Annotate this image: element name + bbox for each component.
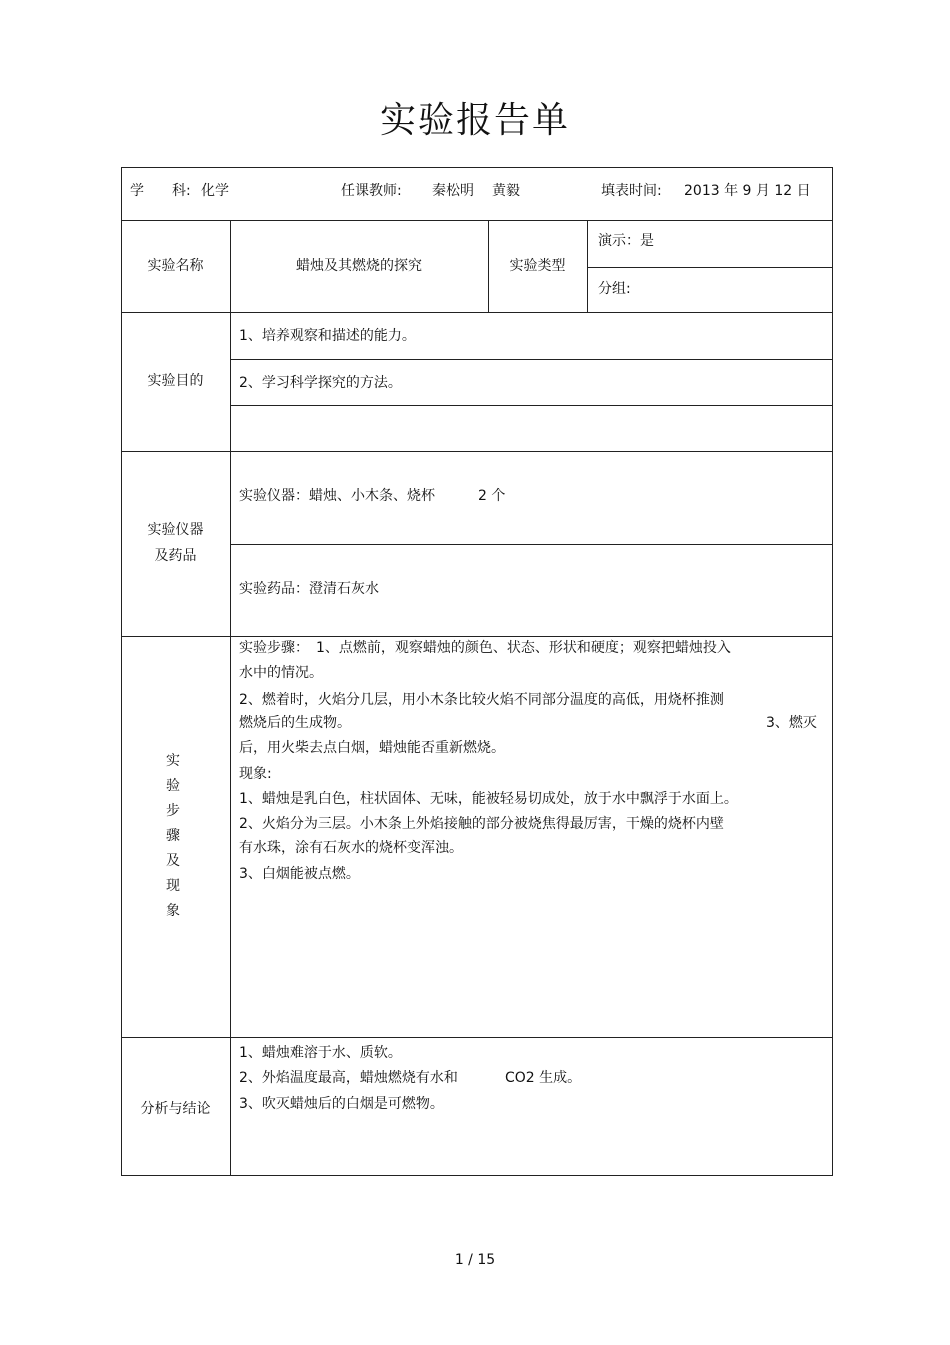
row-divider <box>121 1037 833 1038</box>
experiment-name-value: 蜡烛及其燃烧的探究 <box>296 258 422 274</box>
teacher-label: 任课教师: <box>341 183 402 199</box>
col-divider <box>230 220 231 1176</box>
cell-divider <box>230 359 833 360</box>
cell-divider <box>587 267 833 268</box>
conclusion-label: 分析与结论 <box>140 1101 211 1117</box>
subject-value: 化学 <box>201 183 229 199</box>
experiment-type-demo: 演示：是 <box>598 233 654 249</box>
experiment-type-label: 实验类型 <box>509 258 566 274</box>
instruments-text: 实验仪器：蜡烛、小木条、烧杯 <box>239 488 435 504</box>
col-divider <box>587 220 588 312</box>
reagents-text: 实验药品：澄清石灰水 <box>239 581 379 597</box>
steps-line: 后，用火柴去点白烟，蜡烛能否重新燃烧。 <box>239 740 505 756</box>
steps-line: 2、燃着时，火焰分几层，用小木条比较火焰不同部分温度的高低，用烧杯推测 <box>239 692 724 708</box>
steps-label: 实 验 步 骤 及 现 象 <box>166 753 180 919</box>
teacher-name: 黄毅 <box>492 183 520 199</box>
row-divider <box>121 636 833 637</box>
date-value: 2013 年 9 月 12 日 <box>684 183 811 199</box>
cell-divider <box>230 544 833 545</box>
experiment-name-label: 实验名称 <box>147 258 204 274</box>
steps-line: 实验步骤： 1、点燃前，观察蜡烛的颜色、状态、形状和硬度；观察把蜡烛投入 <box>239 640 731 656</box>
conclusion-line: 3、吹灭蜡烛后的白烟是可燃物。 <box>239 1096 444 1112</box>
steps-line: 3、燃灭 <box>766 715 817 731</box>
steps-line: 现象: <box>239 766 272 782</box>
steps-line: 燃烧后的生成物。 <box>239 715 351 731</box>
experiment-type-group: 分组: <box>598 281 631 297</box>
row-divider <box>121 451 833 452</box>
report-table <box>121 167 833 1176</box>
steps-line: 1、蜡烛是乳白色，柱状固体、无味，能被轻易切成处，放于水中飘浮于水面上。 <box>239 791 738 807</box>
steps-line: 3、白烟能被点燃。 <box>239 866 360 882</box>
row-divider <box>121 312 833 313</box>
purpose-item: 2、学习科学探究的方法。 <box>239 375 402 391</box>
conclusion-line: CO2 生成。 <box>505 1070 582 1086</box>
equipment-label-line2: 及药品 <box>154 548 197 564</box>
teacher-name: 秦松明 <box>432 183 474 199</box>
date-label: 填表时间: <box>601 183 662 199</box>
steps-line: 水中的情况。 <box>239 665 323 681</box>
purpose-item: 1、培养观察和描述的能力。 <box>239 328 416 344</box>
purpose-label: 实验目的 <box>147 373 204 389</box>
steps-line: 2、火焰分为三层。小木条上外焰接触的部分被烧焦得最厉害，干燥的烧杯内壁 <box>239 816 724 832</box>
page-title: 实验报告单 <box>379 100 570 141</box>
subject-label: 学 科: <box>130 183 191 199</box>
conclusion-line: 2、外焰温度最高，蜡烛燃烧有水和 <box>239 1070 458 1086</box>
cell-divider <box>230 405 833 406</box>
conclusion-line: 1、蜡烛难溶于水、质软。 <box>239 1045 402 1061</box>
page-number: 1 / 15 <box>454 1252 496 1268</box>
steps-line: 有水珠，涂有石灰水的烧杯变浑浊。 <box>239 840 463 856</box>
row-divider <box>121 220 833 221</box>
instruments-count: 2 个 <box>478 488 506 504</box>
equipment-label-line1: 实验仪器 <box>147 522 204 538</box>
